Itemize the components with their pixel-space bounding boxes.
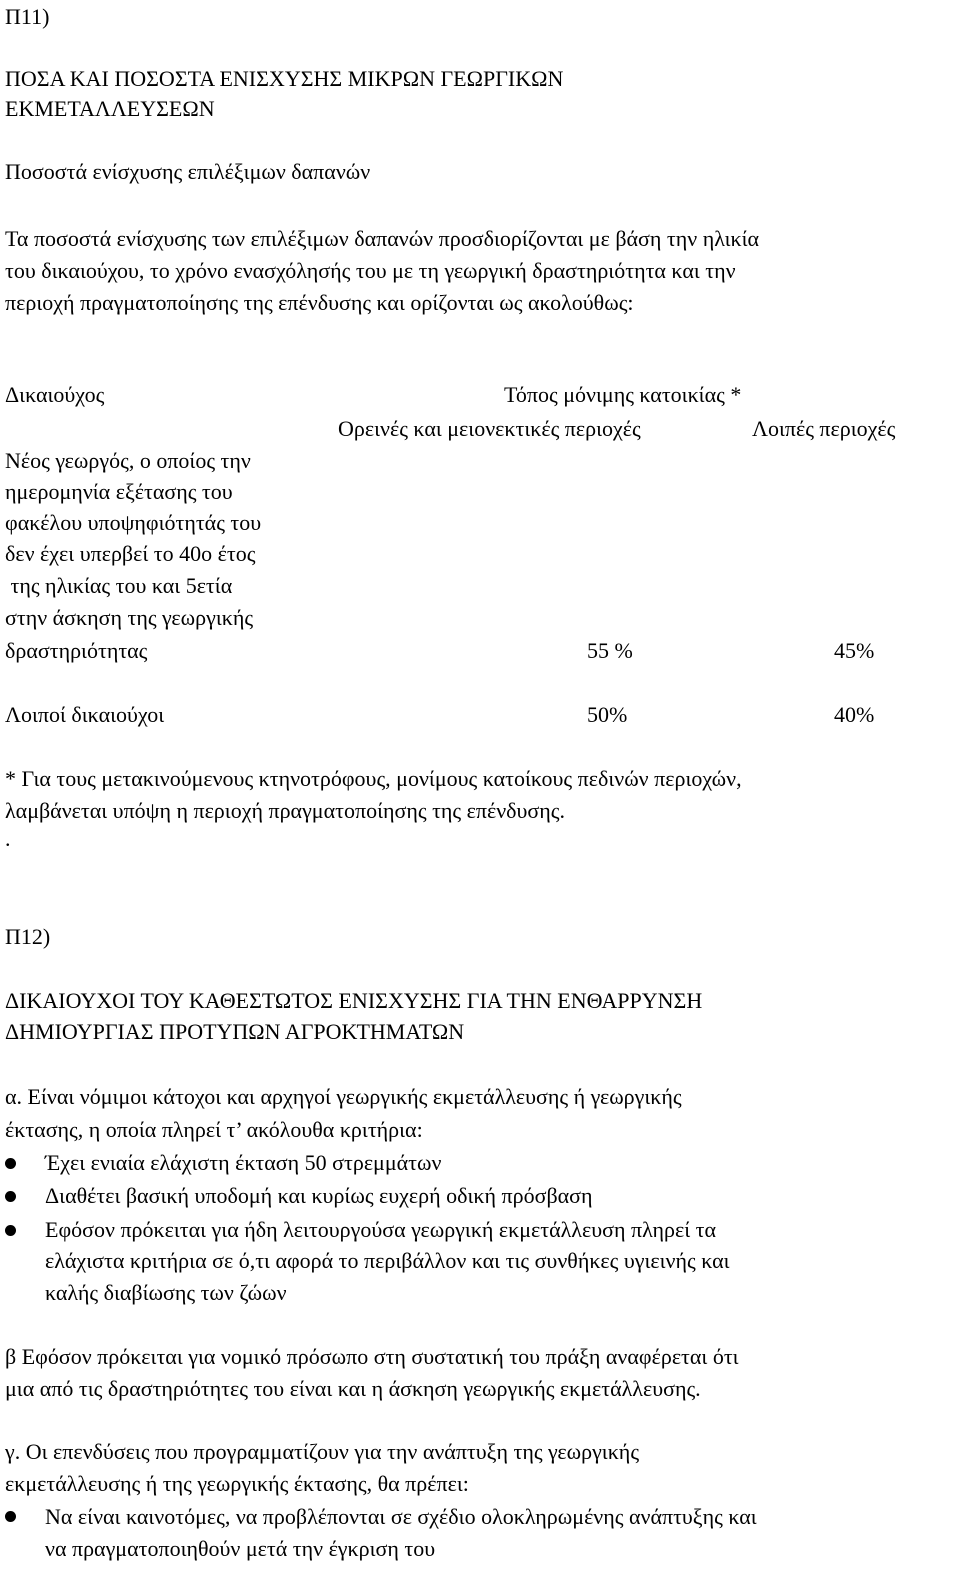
row1-label-line-4: δεν έχει υπερβεί το 40ο έτος: [5, 541, 256, 566]
section-p11-heading: Π11): [5, 4, 50, 29]
a-bullet-2: Διαθέτει βασική υποδομή και κυρίως ευχερή οδική πρόσβαση: [45, 1183, 593, 1208]
row2-other-value: 40%: [834, 702, 875, 727]
section-p11-title-line2: ΕΚΜΕΤΑΛΛΕΥΣΕΩΝ: [5, 96, 215, 121]
row1-label-line-1: Νέος γεωργός, ο οποίος την: [5, 448, 251, 473]
a-bullet-3-line-2: ελάχιστα κριτήρια σε ό,τι αφορά το περιβάλλον και τις συνθήκες υγιεινής και: [45, 1248, 730, 1273]
row1-label-line-6: στην άσκηση της γεωργικής: [5, 605, 254, 630]
b-text-line-2: μια από τις δραστηριότητες του είναι και η άσκηση γεωργικής εκμετάλλευσης.: [5, 1376, 701, 1401]
row1-label-line-2: ημερομηνία εξέτασης του: [5, 479, 233, 504]
table-header-residence: Τόπος μόνιμης κατοικίας *: [504, 382, 742, 407]
a-intro-line-1: α. Είναι νόμιμοι κάτοχοι και αρχηγοί γεωργικής εκμετάλλευσης ή γεωργικής: [5, 1084, 682, 1109]
c-text-line-2: εκμετάλλευσης ή της γεωργικής έκτασης, θα πρέπει:: [5, 1471, 469, 1496]
table-subheader-mountain: Ορεινές και μειονεκτικές περιοχές: [338, 416, 641, 441]
bullet-icon: [5, 1158, 16, 1169]
row2-mountain-value: 50%: [587, 702, 628, 727]
section-p12-heading: Π12): [5, 924, 51, 949]
a-bullet-3-line-1: Εφόσον πρόκειται για ήδη λειτουργούσα γεωργική εκμετάλλευση πληρεί τα: [45, 1217, 717, 1242]
section-p12-title-line1: ΔΙΚΑΙΟΥΧΟΙ ΤΟΥ ΚΑΘΕΣΤΩΤΟΣ ΕΝΙΣΧΥΣΗΣ ΓΙΑ ΤΗΝ ΕΝΘΑΡΡΥΝΣΗ: [5, 988, 703, 1013]
intro-line-3: περιοχή πραγματοποίησης της επένδυσης και ορίζονται ως ακολούθως:: [5, 290, 634, 315]
bullet-icon: [5, 1511, 16, 1522]
c-bullet-1-line-2: να πραγματοποιηθούν μετά την έγκριση του: [45, 1536, 436, 1561]
table-header-beneficiary: Δικαιούχος: [5, 382, 105, 407]
row2-label: Λοιποί δικαιούχοι: [5, 702, 165, 727]
a-intro-line-2: έκτασης, η οποία πληρεί τ’ ακόλουθα κριτήρια:: [5, 1117, 423, 1142]
row1-label-line-3: φακέλου υποψηφιότητάς του: [5, 510, 262, 535]
a-bullet-3-line-3: καλής διαβίωσης των ζώων: [45, 1280, 287, 1305]
row1-label-line-7: δραστηριότητας: [5, 638, 148, 663]
c-text-line-1: γ. Οι επενδύσεις που προγραμματίζουν για την ανάπτυξη της γεωργικής: [5, 1439, 640, 1464]
row1-mountain-value: 55 %: [587, 638, 633, 663]
intro-line-1: Τα ποσοστά ενίσχυσης των επιλέξιμων δαπανών προσδιορίζονται με βάση την ηλικία: [5, 226, 760, 251]
section-p11-subtitle: Ποσοστά ενίσχυσης επιλέξιμων δαπανών: [5, 159, 371, 184]
row1-other-value: 45%: [834, 638, 875, 663]
section-p11-title-line1: ΠΟΣΑ ΚΑΙ ΠΟΣΟΣΤΑ ΕΝΙΣΧΥΣΗΣ ΜΙΚΡΩΝ ΓΕΩΡΓΙΚΩΝ: [5, 66, 564, 91]
table-subheader-other: Λοιπές περιοχές: [752, 416, 896, 441]
footnote-line-1: * Για τους μετακινούμενους κτηνοτρόφους, μονίμους κατοίκους πεδινών περιοχών,: [5, 766, 742, 791]
footnote-line-2: λαμβάνεται υπόψη η περιοχή πραγματοποίησης της επένδυσης.: [5, 798, 566, 823]
section-p12-title-line2: ΔΗΜΙΟΥΡΓΙΑΣ ΠΡΟΤΥΠΩΝ ΑΓΡΟΚΤΗΜΑΤΩΝ: [5, 1019, 465, 1044]
row1-label-line-5: της ηλικίας του και 5ετία: [5, 573, 233, 598]
intro-line-2: του δικαιούχου, το χρόνο ενασχόλησής του με τη γεωργική δραστηριότητα και την: [5, 258, 736, 283]
footnote-line-3: .: [5, 826, 11, 851]
c-bullet-1-line-1: Να είναι καινοτόμες, να προβλέπονται σε σχέδιο ολοκληρωμένης ανάπτυξης και: [45, 1504, 757, 1529]
b-text-line-1: β Εφόσον πρόκειται για νομικό πρόσωπο στη συστατική του πράξη αναφέρεται ότι: [5, 1344, 739, 1369]
a-bullet-1: Έχει ενιαία ελάχιστη έκταση 50 στρεμμάτων: [45, 1150, 442, 1175]
bullet-icon: [5, 1225, 16, 1236]
bullet-icon: [5, 1191, 16, 1202]
